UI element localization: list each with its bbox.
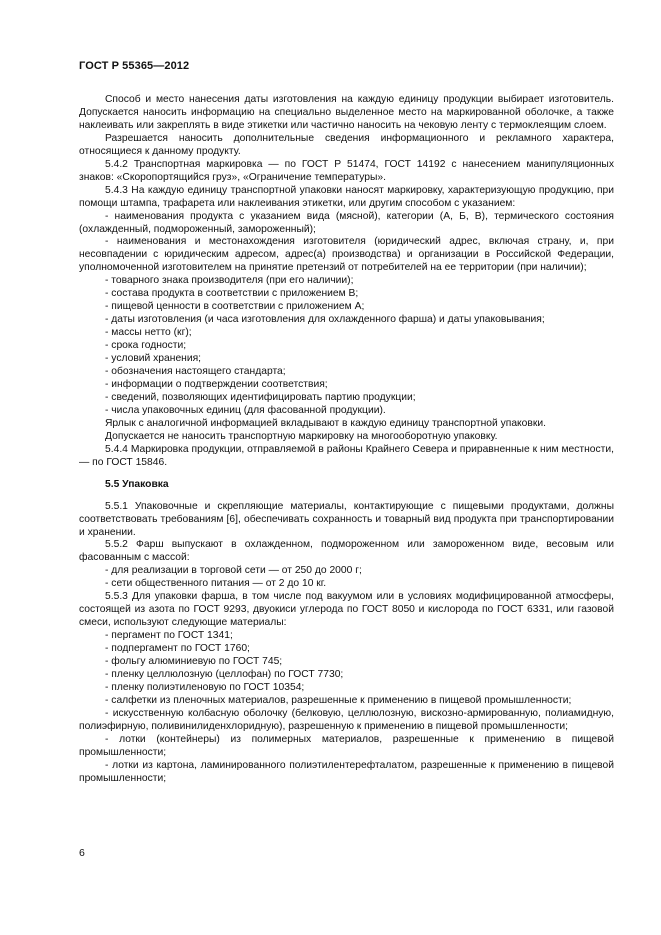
list-item: - пленку полиэтиленовую по ГОСТ 10354; xyxy=(105,681,305,693)
list-item: - числа упаковочных единиц (для фасованной продукции). xyxy=(105,404,386,416)
list-item: - срока годности; xyxy=(105,340,187,352)
paragraph-additional-info: Разрешается наносить дополнительные сведения информационного и рекламного характера, относящиеся к данному продукту. xyxy=(79,132,614,157)
clause-5-4-3: 5.4.3 На каждую единицу транспортной упаковки наносят маркировку, характеризующую продукцию, при помощи штампа, трафарета или наклеивания этикетки, или другим способом с указанием: xyxy=(79,184,614,209)
list-item: - пищевой ценности в соответствии с приложением А; xyxy=(105,301,365,313)
clause-5-5-3: 5.5.3 Для упаковки фарша, в том числе под вакуумом или в условиях модифицированной атмосферы, состоящей из азота по ГОСТ 9293, двуокиси углерода по ГОСТ 8050 и кислорода по ГОСТ 6331, или газовой смеси, используют следующие материалы: xyxy=(79,591,614,629)
clause-5-5-2: 5.5.2 Фарш выпускают в охлажденном, подмороженном или замороженном виде, весовым или фасованным с массой: xyxy=(79,539,614,564)
list-item: - лотки из картона, ламинированного полиэтилентерефталатом, разрешенные к применению в пищевой промышленности; xyxy=(79,759,614,784)
list-item: - салфетки из пленочных материалов, разрешенные к применению в пищевой промышленности; xyxy=(105,694,572,706)
clause-5-5-1: 5.5.1 Упаковочные и скрепляющие материалы, контактирующие с пищевыми продуктами, должны соответствовать требованиям [6], обеспечивать сохранность и товарный вид продукта при транспортировании и хранении. xyxy=(79,500,614,538)
clause-5-4-4: 5.4.4 Маркировка продукции, отправляемой в районы Крайнего Севера и приравненные к ним местности, — по ГОСТ 15846. xyxy=(79,443,614,468)
page-number: 6 xyxy=(79,847,85,859)
document-body xyxy=(79,94,614,786)
list-item: - подпергамент по ГОСТ 1760; xyxy=(105,643,250,655)
list-item: - товарного знака производителя (при его наличии); xyxy=(105,275,354,287)
list-item: - условий хранения; xyxy=(105,353,202,365)
section-heading-packaging: 5.5 Упаковка xyxy=(105,478,169,490)
list-item: - пергамент по ГОСТ 1341; xyxy=(105,630,233,642)
list-item: - наименования продукта с указанием вида (мясной), категории (А, Б, В), термического состояния (охлажденный, подмороженный, замороженный); xyxy=(79,210,614,235)
list-item: - сети общественного питания — от 2 до 10 кг. xyxy=(105,578,327,590)
paragraph-label: Ярлык с аналогичной информацией вкладывают в каждую единицу транспортной упаковки. xyxy=(105,417,546,429)
list-item: - искусственную колбасную оболочку (белковую, целлюлозную, вискозно-армированную, полиамидную, полиэфирную, поливинилиденхлоридную), разрешенную к применению в пищевой промышленности; xyxy=(79,707,614,732)
paragraph-date-placement: Способ и место нанесения даты изготовления на каждую единицу продукции выбирает изготовитель. Допускается наносить информацию на специально выделенное место на маркированной оболочке, а также наклеивать или закреплять в виде этикетки или частично наносить на чековую ленту с термоклеящим слоем. xyxy=(79,94,614,131)
list-item: - состава продукта в соответствии с приложением В; xyxy=(105,288,359,300)
list-item: - информации о подтверждении соответствия; xyxy=(105,378,328,390)
list-item: - фольгу алюминиевую по ГОСТ 745; xyxy=(105,656,283,668)
clause-5-4-2: 5.4.2 Транспортная маркировка — по ГОСТ Р 51474, ГОСТ 14192 с нанесением манипуляционных знаков: «Скоропортящийся груз», «Ограничение температуры». xyxy=(79,158,614,183)
list-item: - обозначения настоящего стандарта; xyxy=(105,366,286,378)
document-header: ГОСТ Р 55365—2012 xyxy=(79,60,190,72)
list-item: - сведений, позволяющих идентифицировать партию продукции; xyxy=(105,391,416,403)
list-item: - для реализации в торговой сети — от 250 до 2000 г; xyxy=(105,565,362,577)
list-item: - массы нетто (кг); xyxy=(105,327,192,339)
list-item: - даты изготовления (и часа изготовления для охлажденного фарша) и даты упаковывания; xyxy=(105,314,545,326)
paragraph-returnable-packaging: Допускается не наносить транспортную маркировку на многооборотную упаковку. xyxy=(105,430,498,442)
list-item: - лотки (контейнеры) из полимерных материалов, разрешенные к применению в пищевой промышленности; xyxy=(79,733,614,758)
list-item: - наименования и местонахождения изготовителя (юридический адрес, включая страну, и, при несовпадении с юридическим адресом, адрес(а) производства) и организации в Российской Федерации, уполномоченной изготовителем на принятие претензий от потребителей на ее территории (при наличии); xyxy=(79,236,614,274)
list-item: - пленку целлюлозную (целлофан) по ГОСТ 7730; xyxy=(105,668,344,680)
